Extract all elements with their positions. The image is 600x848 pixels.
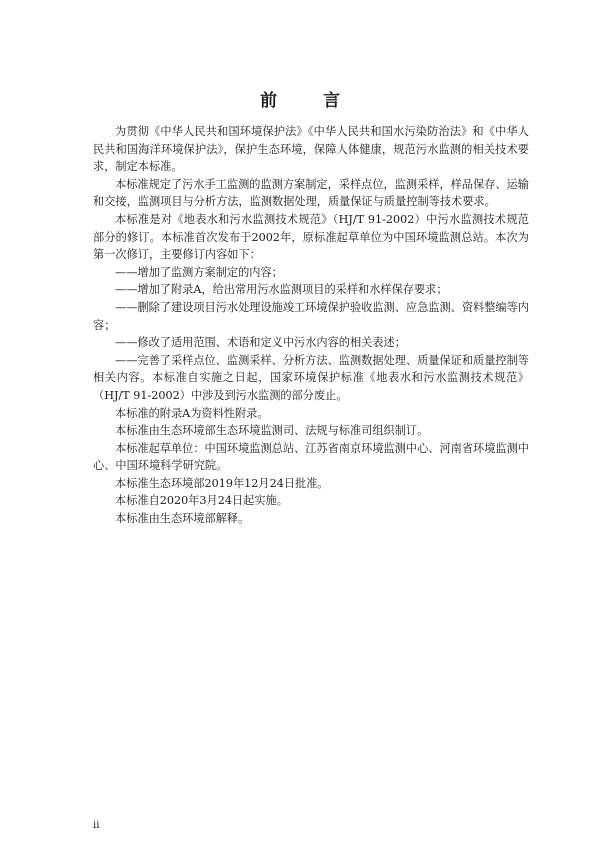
page-title: 前 言 xyxy=(260,91,360,111)
foreword-body xyxy=(93,123,529,528)
revision-item: ——增加了附录A，给出常用污水监测项目的采样和水样保存要求； xyxy=(115,283,448,297)
paragraph-effective: 本标准自2020年3月24日起实施。 xyxy=(115,494,288,508)
paragraph-organizer: 本标准由生态环境部生态环境监测司、法规与标准司组织制订。 xyxy=(115,424,429,438)
paragraph-drafters: 本标准起草单位：中国环境监测总站、江苏省南京环境监测中心、河南省环境监测中心、中国环境科学研究院。 xyxy=(93,441,529,473)
paragraph-scope: 本标准规定了污水手工监测的监测方案制定，采样点位，监测采样，样品保存、运输和交接，监测项目与分析方法，监测数据处理，质量保证与质量控制等技术要求。 xyxy=(93,177,529,209)
revision-item: ——删除了建设项目污水处理设施竣工环境保护验收监测、应急监测、资料整编等内容； xyxy=(93,300,529,332)
revision-item: ——增加了监测方案制定的内容； xyxy=(115,265,283,279)
paragraph-interpretation: 本标准由生态环境部解释。 xyxy=(115,512,250,526)
page-number: ii xyxy=(93,820,100,831)
paragraph-purpose: 为贯彻《中华人民共和国环境保护法》《中华人民共和国水污染防治法》和《中华人民共和国海洋环境保护法》，保护生态环境，保障人体健康，规范污水监测的相关技术要求，制定本标准。 xyxy=(93,125,529,174)
revision-item: ——修改了适用范围、术语和定义中污水内容的相关表述； xyxy=(115,336,406,350)
paragraph-appendix: 本标准的附录A为资料性附录。 xyxy=(115,406,269,420)
paragraph-approval: 本标准生态环境部2019年12月24日批准。 xyxy=(115,476,329,490)
paragraph-revision: 本标准是对《地表水和污水监测技术规范》（HJ/T 91-2002）中污水监测技术规范部分的修订。本标准首次发布于2002年，原标准起草单位为中国环境监测总站。本次为第一次修订，主要修订内容如下： xyxy=(93,212,529,262)
revision-item: ——完善了采样点位、监测采样、分析方法、监测数据处理、质量保证和质量控制等相关内容。本标准自实施之日起，国家环境保护标准《地表水和污水监测技术规范》（HJ/T 91-2002）中涉及到污水监测的部分废止。 xyxy=(93,353,529,402)
